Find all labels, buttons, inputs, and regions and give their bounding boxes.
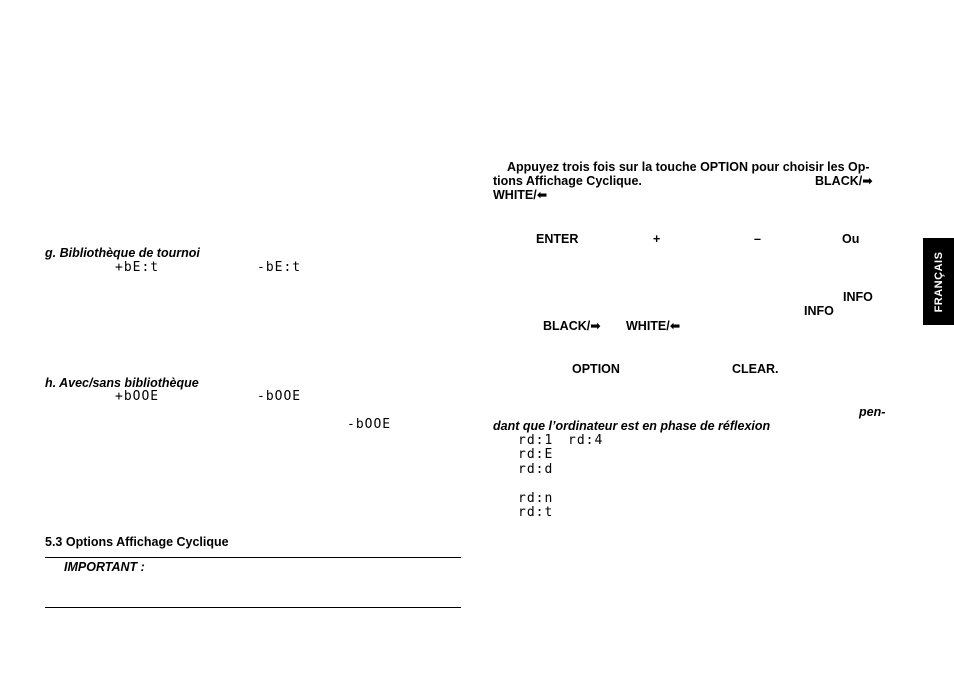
lcd-h-off: -bOOE	[257, 389, 302, 404]
lcd-rd-1: rd:1	[518, 433, 554, 448]
minus-key-label: –	[754, 232, 761, 246]
language-side-tab	[923, 238, 954, 325]
intro-line-2: tions Affichage Cyclique.	[493, 174, 642, 188]
black-key-label-1: BLACK/➡	[815, 174, 873, 188]
lcd-g-off: -bE:t	[257, 260, 302, 275]
lcd-rd-e: rd:E	[518, 447, 554, 462]
section-title-5-3: 5.3 Options Affichage Cyclique	[45, 535, 229, 549]
lcd-rd-t: rd:t	[518, 505, 554, 520]
lcd-h-note: -bOOE	[347, 417, 392, 432]
intro-line-1: Appuyez trois fois sur la touche OPTION pour choisir les Op-	[507, 160, 870, 174]
heading-g-tournament-book: g. Bibliothèque de tournoi	[45, 246, 200, 260]
lcd-rd-n: rd:n	[518, 491, 554, 506]
info-key-label-2: INFO	[804, 304, 834, 318]
pensee-line: dant que l’ordinateur est en phase de réflexion	[493, 419, 771, 433]
language-tab-label: FRANÇAIS	[932, 251, 945, 312]
lcd-h-on: +bOOE	[115, 389, 160, 404]
lcd-rd-d: rd:d	[518, 462, 554, 477]
info-key-label-1: INFO	[843, 290, 873, 304]
rule-top	[45, 557, 461, 558]
clear-key-label: CLEAR.	[732, 362, 779, 376]
heading-h-with-without-book: h. Avec/sans bibliothèque	[45, 376, 199, 390]
lcd-rd-4: rd:4	[568, 433, 604, 448]
option-key-label: OPTION	[572, 362, 620, 376]
plus-key-label: +	[653, 232, 661, 246]
rule-bottom	[45, 607, 461, 608]
important-label: IMPORTANT :	[64, 560, 145, 574]
pen-fragment: pen-	[859, 405, 886, 419]
enter-key-label: ENTER	[536, 232, 579, 246]
black-key-label-2: BLACK/➡	[543, 319, 601, 333]
white-key-label-2: WHITE/⬅	[626, 319, 681, 333]
white-key-label-1: WHITE/⬅	[493, 188, 548, 202]
lcd-g-on: +bE:t	[115, 260, 160, 275]
ou-word: Ou	[842, 232, 860, 246]
